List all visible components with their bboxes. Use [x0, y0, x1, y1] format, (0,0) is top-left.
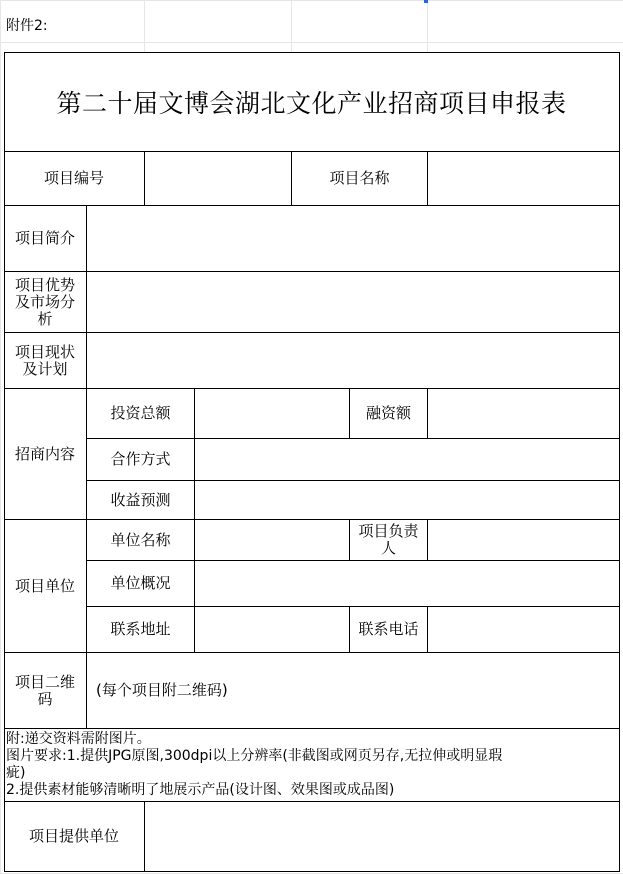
unit-overview-field[interactable]	[195, 561, 619, 606]
advantage-label: 项目优势 及市场分 析	[14, 275, 75, 328]
provider-unit-label: 项目提供单位	[28, 827, 119, 845]
revenue-forecast-label: 收益预测	[110, 490, 171, 509]
attachment-note: 附:递交资料需附图片。 图片要求:1.提供JPG原图,300dpi以上分辨率(非截图或网页另存,无拉伸或明显瑕 疵) 2.提供素材能够清晰明了地展示产品(设计图、效果图或成品图)	[6, 731, 503, 798]
provider-unit-field[interactable]	[145, 802, 619, 871]
form-title: 第二十届文博会湖北文化产业招商项目申报表	[56, 89, 567, 118]
total-investment-label: 投资总额	[110, 404, 171, 422]
top-edge-mark	[424, 0, 428, 3]
status-plan-field[interactable]	[87, 333, 619, 388]
cooperation-mode-label: 合作方式	[110, 450, 171, 468]
project-number-field[interactable]	[145, 152, 291, 205]
financing-amount-label: 融资额	[365, 404, 411, 422]
revenue-forecast-field[interactable]	[195, 481, 619, 519]
form-border-right	[619, 52, 620, 872]
advantage-field[interactable]	[87, 272, 619, 332]
contact-address-field[interactable]	[195, 607, 349, 652]
qr-code-label: 项目二维 码	[14, 672, 75, 708]
project-leader-field[interactable]	[428, 520, 619, 560]
unit-name-field[interactable]	[195, 520, 349, 560]
project-leader-label: 项目负责 人	[358, 522, 419, 557]
unit-overview-label: 单位概况	[110, 574, 171, 592]
unit-name-label: 单位名称	[110, 530, 171, 549]
project-intro-label: 项目简介	[14, 229, 75, 247]
project-name-label: 项目名称	[329, 169, 390, 187]
attachment-label: 附件2:	[6, 17, 48, 34]
form-border-bottom	[4, 871, 620, 872]
contact-phone-field[interactable]	[428, 607, 619, 652]
project-intro-field[interactable]	[87, 206, 619, 271]
contact-address-label: 联系地址	[110, 620, 171, 638]
unit-section-label: 项目单位	[14, 576, 75, 595]
financing-amount-field[interactable]	[428, 389, 619, 438]
cooperation-mode-field[interactable]	[195, 439, 619, 480]
total-investment-field[interactable]	[195, 389, 349, 438]
qr-code-note: (每个项目附二维码)	[96, 681, 228, 699]
project-number-label: 项目编号	[43, 169, 104, 187]
contact-phone-label: 联系电话	[358, 620, 419, 638]
investment-section-label: 招商内容	[14, 444, 75, 463]
status-plan-label: 项目现状 及计划	[14, 342, 75, 378]
project-name-field[interactable]	[428, 152, 619, 205]
